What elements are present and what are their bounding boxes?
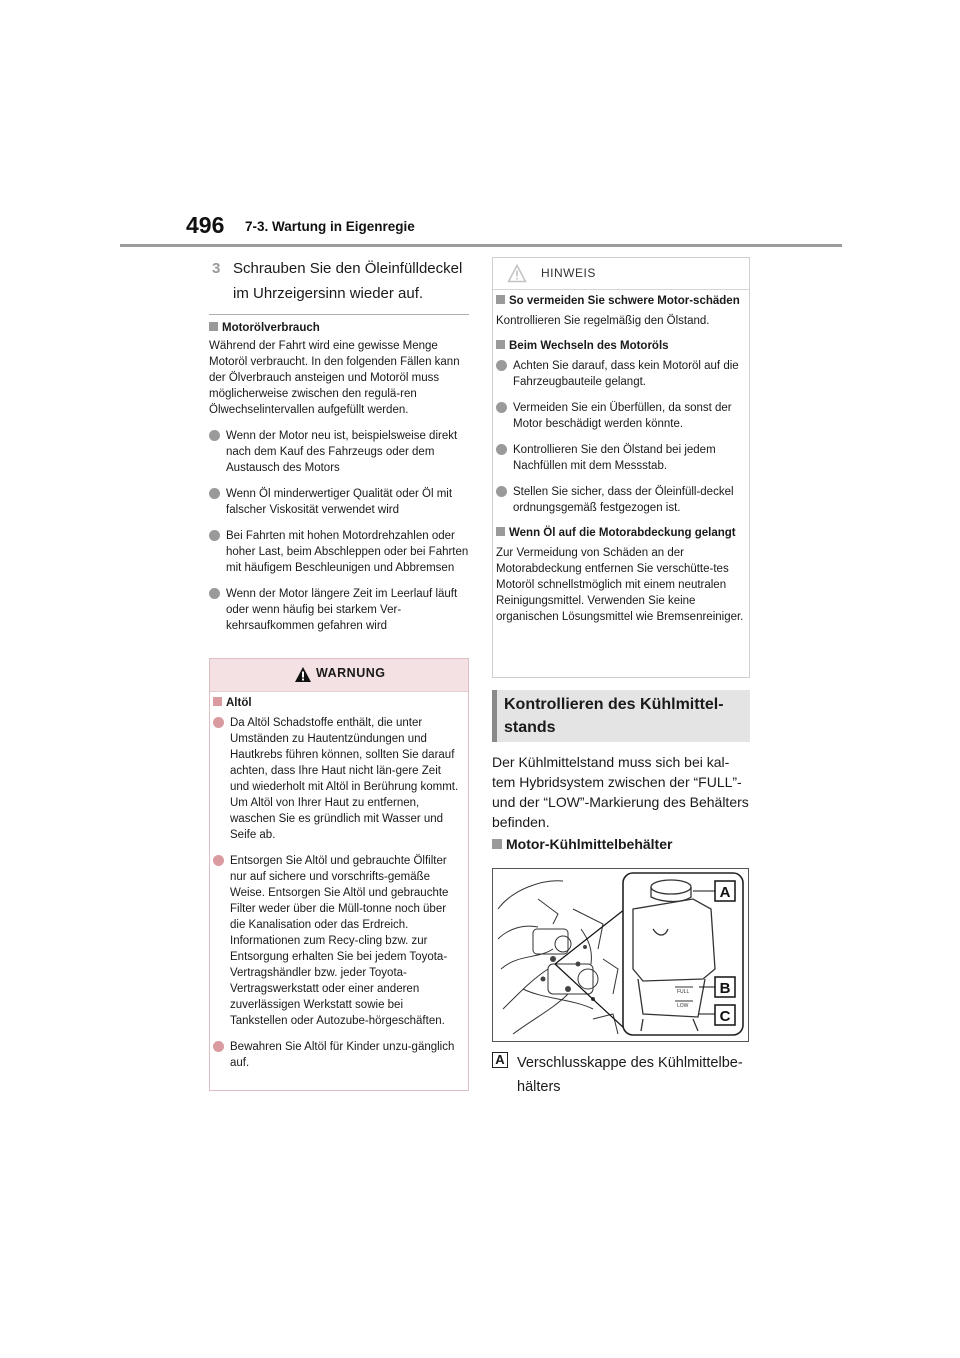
caution-triangle-icon <box>507 264 527 283</box>
coolant-subheading: Motor-Kühlmittelbehälter <box>492 836 750 852</box>
warning-triangle-icon <box>294 666 312 683</box>
warning-label: WARNUNG <box>316 666 386 680</box>
label-a: A <box>719 884 731 901</box>
warning-header <box>210 659 468 691</box>
list-item: Wenn der Motor neu ist, beispielsweise direkt nach dem Kauf des Fahrzeugs oder dem Austausch des Motors <box>209 428 469 476</box>
oil-consumption-intro: Während der Fahrt wird eine gewisse Menge Motoröl verbraucht. In den folgenden Fällen kann der Ölverbrauch ansteigen und Motoröl muss möglicherweise zwischen den regulä-ren Ölwechselintervallen aufgefüllt werden. <box>209 340 460 416</box>
bullet-dot-icon <box>496 360 507 371</box>
label-c-callout <box>715 1005 735 1025</box>
notice-box <box>492 257 750 678</box>
square-bullet-icon <box>496 340 505 349</box>
label-c: C <box>719 1008 731 1025</box>
list-item: Wenn der Motor längere Zeit im Leerlauf läuft oder wenn häufig bei starkem Ver-kehrsaufkommen gefahren wird <box>209 586 469 634</box>
page-number: 496 <box>186 212 225 238</box>
bullet-dot-icon <box>496 444 507 455</box>
bullet-dot-icon <box>496 486 507 497</box>
low-mark-label: LOW <box>677 1003 689 1009</box>
notice-label: HINWEIS <box>541 266 596 280</box>
heading-accent-bar <box>492 690 497 742</box>
oil-consumption-heading: Motorölverbrauch <box>209 320 469 336</box>
notice-text: Zur Vermeidung von Schäden an der Motorabdeckung entfernen Sie verschütte-tes Motoröl schnellstmöglich mit einem neutralen Reinigungsmittel. Verwenden Sie keine organischen Lösungsmittel wie Bremsenreiniger. <box>496 547 744 623</box>
bullet-dot-icon <box>209 588 220 599</box>
warning-content <box>213 695 463 1071</box>
square-bullet-icon <box>213 697 222 706</box>
square-bullet-icon <box>209 322 218 331</box>
square-bullet-icon <box>496 527 505 536</box>
bullet-dot-icon <box>213 717 224 728</box>
notice-content <box>496 293 744 625</box>
section-title: 7-3. Wartung in Eigenregie <box>245 219 415 234</box>
list-item: Da Altöl Schadstoffe enthält, die unter Umständen zu Hautentzündungen und Hautkrebs führen können, sollten Sie darauf achten, dass Ihre Haut nicht län-gere Zeit und wiederholt mit Altöl in Berührung kommt. Um Altöl von Ihrer Haut zu entfernen, waschen Sie es gründlich mit Wasser und Seife ab. <box>213 715 463 843</box>
list-item: Kontrollieren Sie den Ölstand bei jedem Nachfüllen mit dem Messstab. <box>496 442 744 474</box>
bullet-dot-icon <box>213 1041 224 1052</box>
notice-heading: Wenn Öl auf die Motorabdeckung gelangt <box>496 525 744 541</box>
list-item: Stellen Sie sicher, dass der Öleinfüll-deckel ordnungsgemäß festgezogen ist. <box>496 484 744 516</box>
oil-consumption-section <box>209 320 469 634</box>
coolant-intro: Der Kühlmittelstand muss sich bei kal-tem Hybridsystem zwischen der “FULL”- und der “LOW”-Markierung des Behälters befinden. <box>492 754 749 830</box>
list-item: Achten Sie darauf, dass kein Motoröl auf die Fahrzeugbauteile gelangt. <box>496 358 744 390</box>
bullet-dot-icon <box>496 402 507 413</box>
step-text: Schrauben Sie den Öleinfülldeckel im Uhrzeigersinn wieder auf. <box>233 260 463 302</box>
list-item: Bei Fahrten mit hohen Motordrehzahlen oder hoher Last, beim Abschleppen oder bei Fahrten mit häufigem Beschleunigen und Abbremsen <box>209 528 469 576</box>
list-item: Vermeiden Sie ein Überfüllen, da sonst der Motor beschädigt werden könnte. <box>496 400 744 432</box>
warning-box <box>209 658 469 1091</box>
step-divider <box>209 314 469 315</box>
bullet-dot-icon <box>213 855 224 866</box>
label-b-callout <box>715 977 735 997</box>
header-divider <box>120 244 842 247</box>
warning-divider <box>210 691 468 692</box>
bullet-dot-icon <box>209 530 220 541</box>
coolant-heading <box>492 690 750 742</box>
engine-bay-illustration <box>493 869 748 1041</box>
notice-divider <box>493 289 749 290</box>
square-bullet-icon <box>492 839 502 849</box>
full-mark-label: FULL <box>677 989 690 995</box>
label-b: B <box>719 980 731 997</box>
notice-heading: So vermeiden Sie schwere Motor-schäden <box>496 293 744 309</box>
warning-heading: Altöl <box>213 695 463 711</box>
legend-key-a: A <box>492 1052 508 1068</box>
bullet-dot-icon <box>209 430 220 441</box>
label-a-callout <box>715 881 735 901</box>
legend-text-a: Verschlusskappe des Kühlmittelbe-hälters <box>517 1055 743 1095</box>
notice-text: Kontrollieren Sie regelmäßig den Ölstand. <box>496 315 710 327</box>
notice-heading: Beim Wechseln des Motoröls <box>496 338 744 354</box>
list-item: Bewahren Sie Altöl für Kinder unzu-gänglich auf. <box>213 1039 463 1071</box>
square-bullet-icon <box>496 295 505 304</box>
coolant-title: Kontrollieren des Kühlmittel-stands <box>504 696 724 736</box>
step-number: 3 <box>212 260 221 277</box>
coolant-reservoir-figure <box>492 868 749 1042</box>
bullet-dot-icon <box>209 488 220 499</box>
list-item: Wenn Öl minderwertiger Qualität oder Öl mit falscher Viskosität verwendet wird <box>209 486 469 518</box>
list-item: Entsorgen Sie Altöl und gebrauchte Ölfilter nur auf sichere und vorschrifts-gemäße Weise. Entsorgen Sie Altöl und gebrauchte Filter weder über die Müll-tonne noch über die Kanalisation oder das Erdreich. Informationen zum Recy-cling bzw. zur Entsorgung erhalten Sie bei jedem Toyota-Vertragshändler bzw. jeder Toyota-Vertragswerkstatt oder einer anderen zuverlässigen Werkstatt sowie bei Tankstellen oder Autozube-hörgeschäften. <box>213 853 463 1029</box>
